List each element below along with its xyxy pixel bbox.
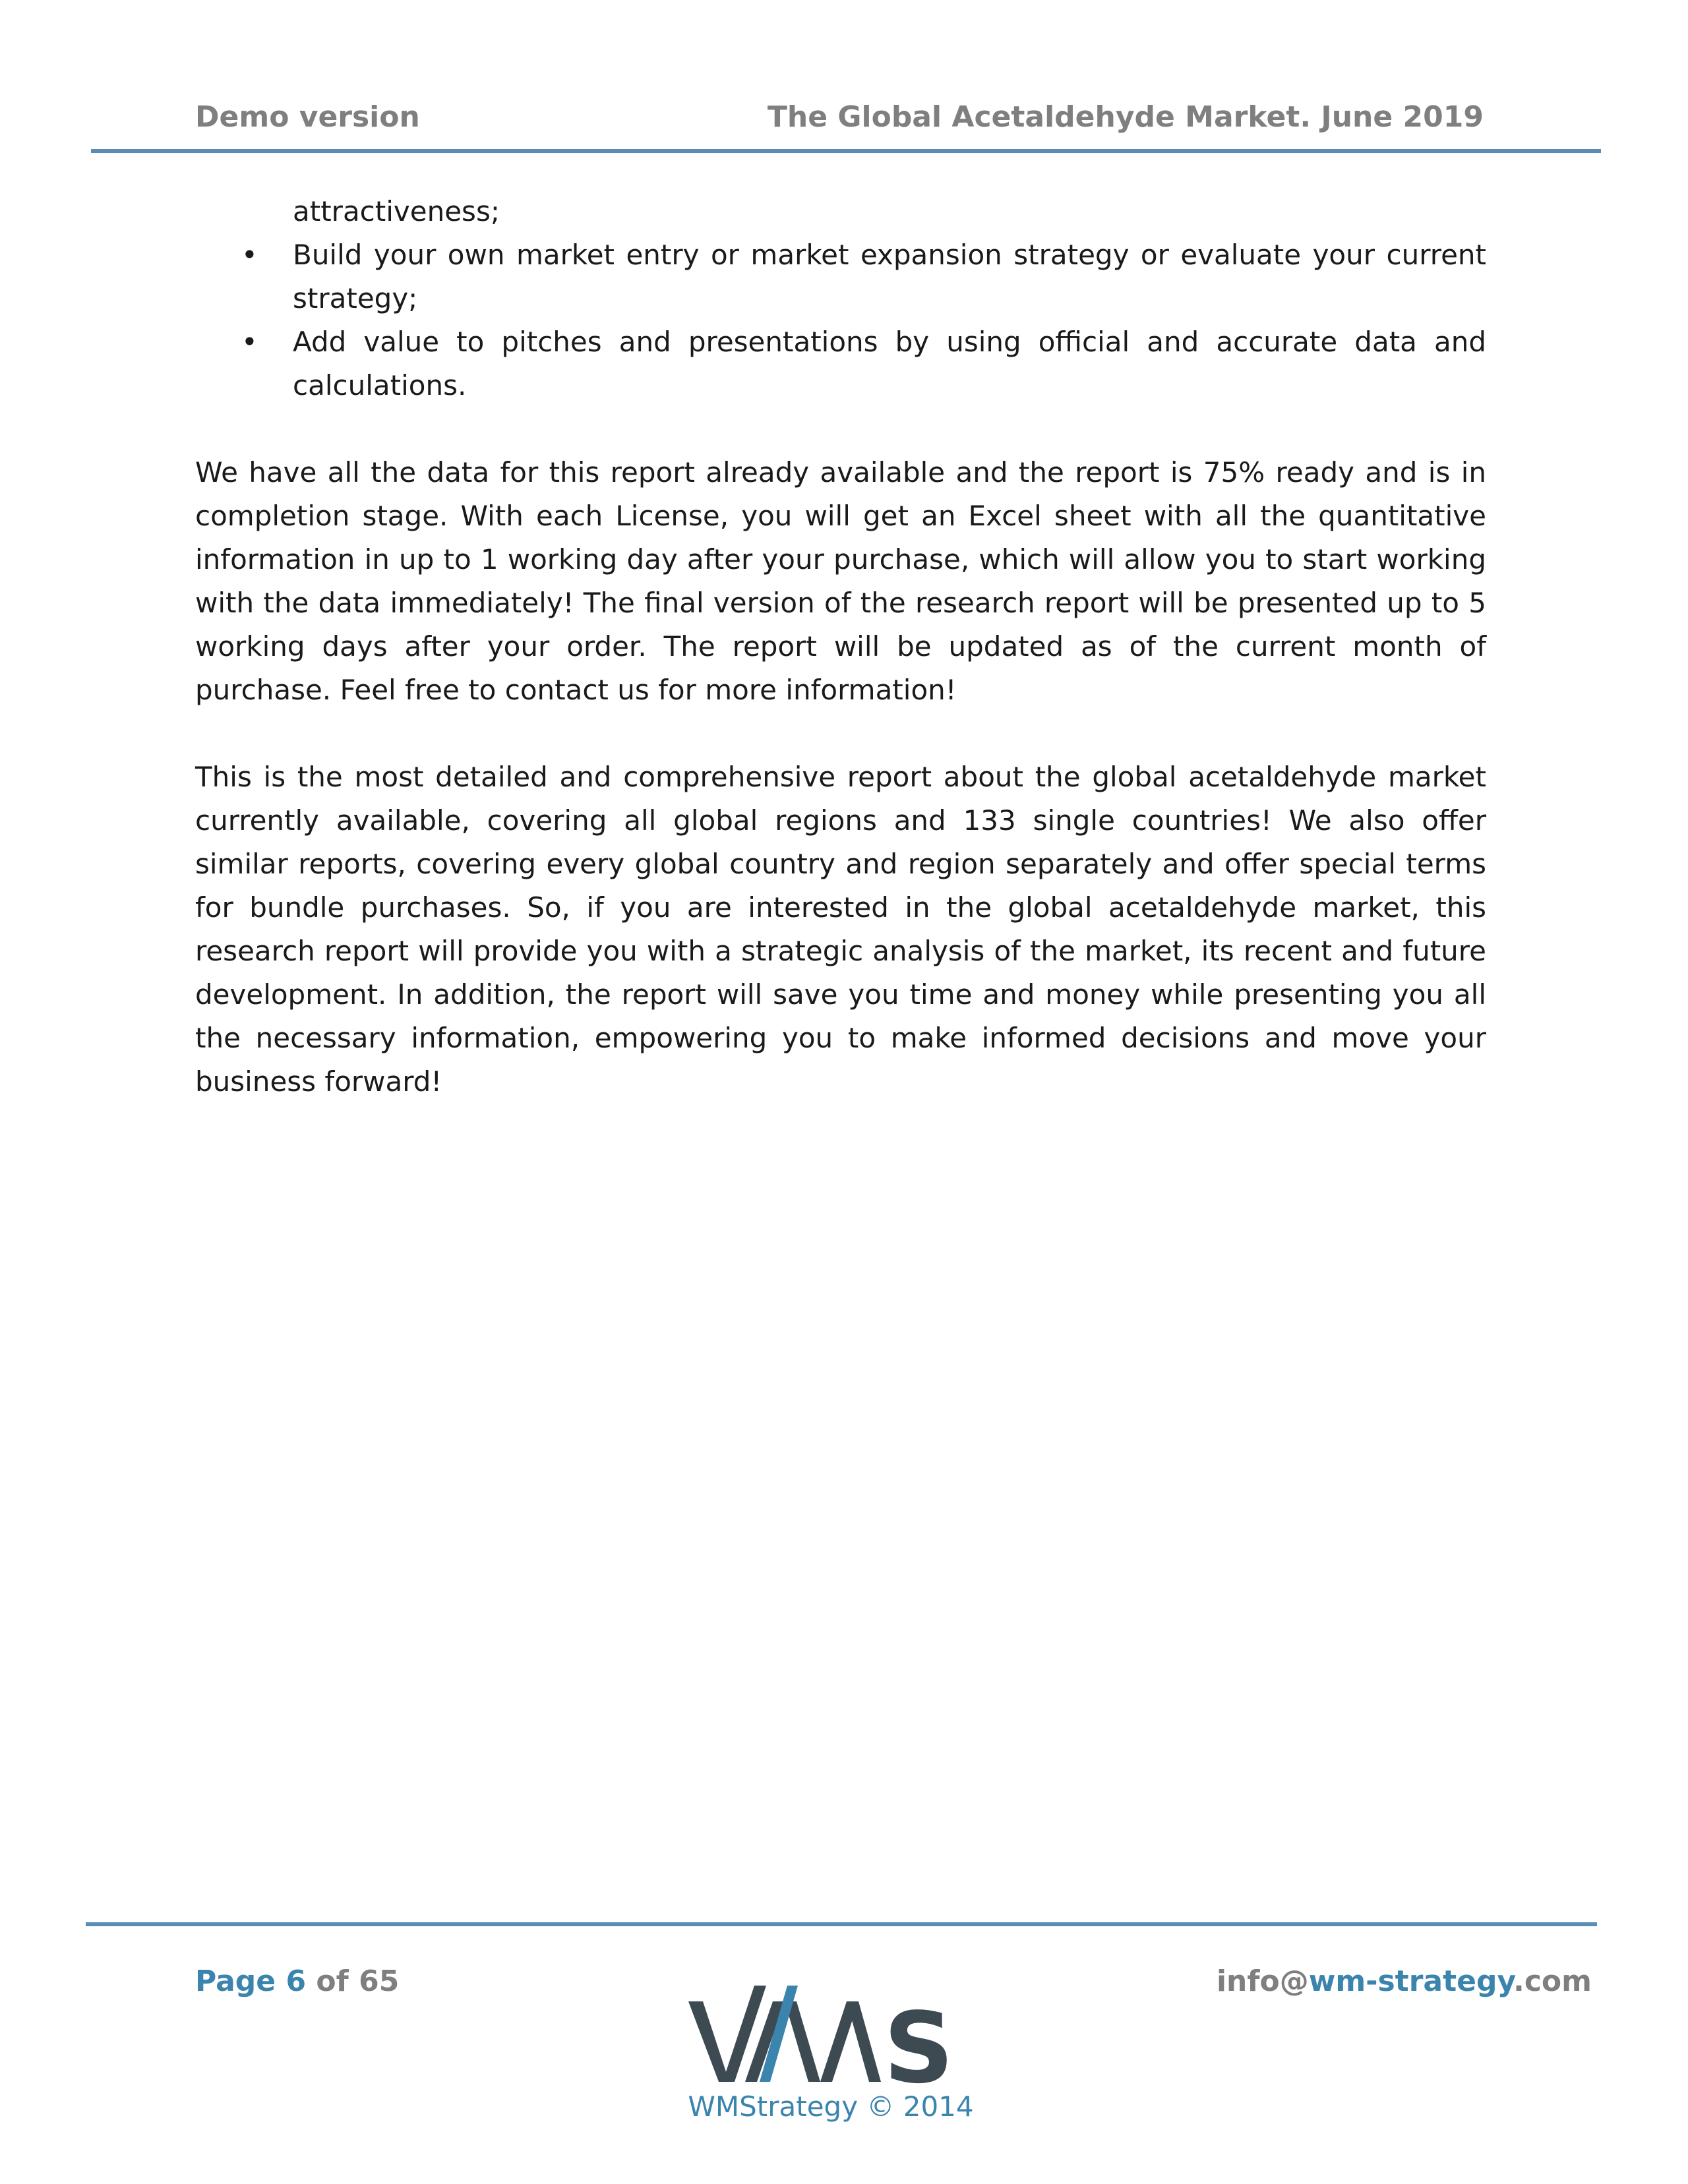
email-prefix: info@ [1216,1964,1309,1998]
header-title: The Global Acetaldehyde Market. June 2019 [767,100,1484,134]
wms-logo [686,1971,963,2103]
page-indicator [195,1963,399,2000]
main-content [195,190,1486,1104]
logo-caption: WMStrategy © 2014 [688,2090,974,2123]
bullet-icon: • [241,239,258,271]
bullet-icon: • [241,326,258,358]
paragraph-availability: We have all the data for this report already available and the report is 75% ready and is in completion stage. With each License, you will get an Excel sheet with all the quantitative information in up to 1 working day after your purchase, which will allow you to start working with the data immediately! The final version of the research report will be presented up to 5 working days after your order. The report will be updated as of the current month of purchase. Feel free to contact us for more information! [195,456,1486,706]
list-item-text: attractiveness; [293,195,500,227]
list-item [195,190,1486,233]
list-item-text: Build your own market entry or market expansion strategy or evaluate your current strategy; [293,239,1486,314]
list-item [195,233,1486,320]
page-number: 6 [286,1964,307,1998]
page-total: of 65 [316,1964,400,1998]
header-left-label: Demo version [195,100,420,134]
paragraph-coverage: This is the most detailed and comprehensive report about the global acetaldehyde market currently available, covering all global regions and 133 single countries! We also offer similar reports, covering every global country and region separately and offer special terms for bundle purchases. So, if you are interested in the global acetaldehyde market, this research report will provide you with a strategic analysis of the market, its recent and future development. In addition, the report will save you time and money while presenting you all the necessary information, empowering you to make informed decisions and move your business forward! [195,761,1486,1098]
email-domain: wm-strategy [1308,1964,1514,1998]
list-item [195,320,1486,407]
header-rule [91,149,1601,153]
svg-text:S: S [884,1992,954,2103]
bullet-list [195,190,1486,407]
email-suffix: .com [1513,1964,1592,1998]
contact-email[interactable] [1217,1963,1592,2000]
footer-rule [86,1922,1597,1926]
list-item-text: Add value to pitches and presentations by using official and accurate data and calculations. [293,326,1486,401]
page-word: Page [195,1964,276,1998]
